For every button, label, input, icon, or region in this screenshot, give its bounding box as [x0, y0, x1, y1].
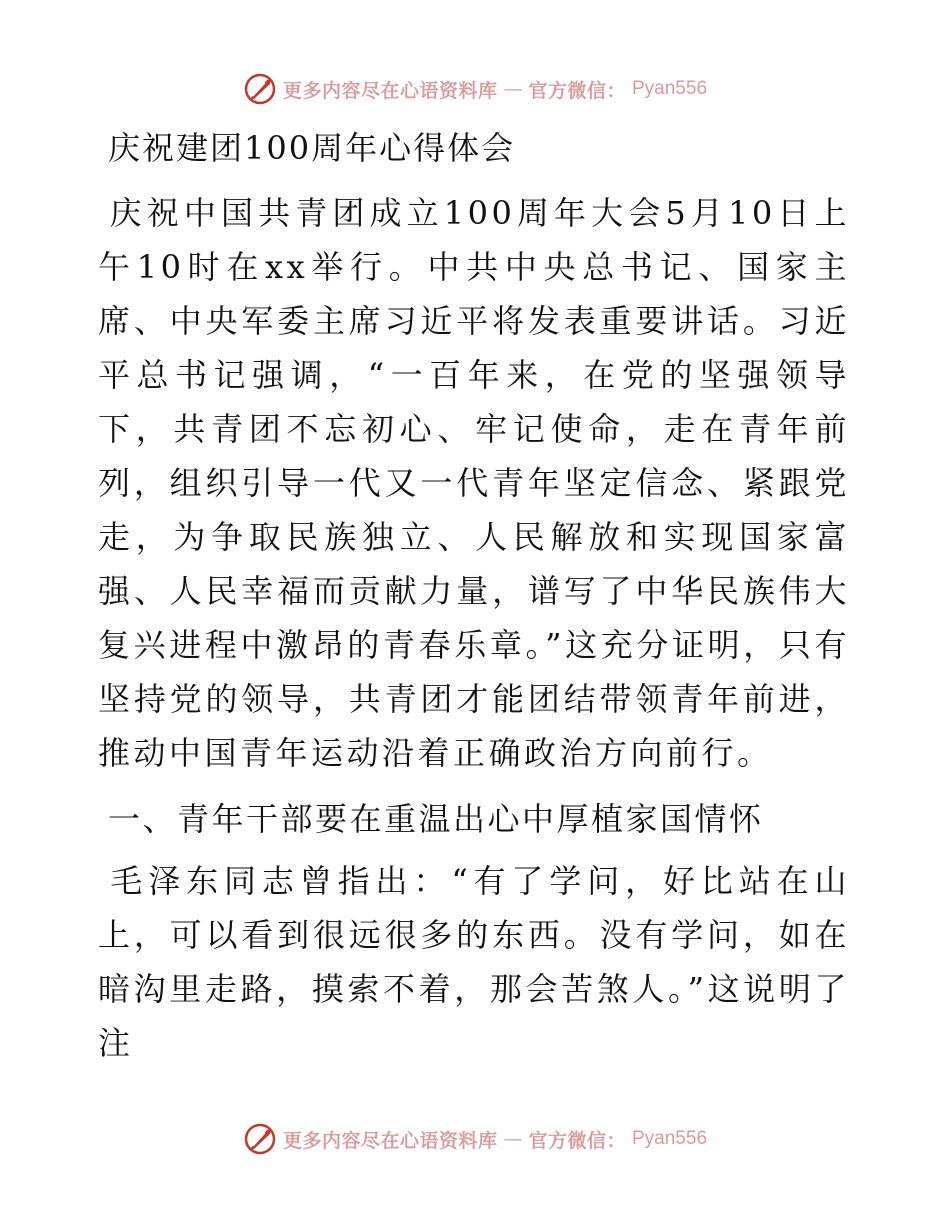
document-body	[98, 122, 850, 1070]
watermark-handle: Pyan556	[632, 78, 708, 99]
watermark-separator: —	[503, 78, 523, 100]
watermark-handle: Pyan556	[632, 1128, 708, 1149]
feather-pen-circle-icon	[243, 1122, 277, 1156]
watermark-text: 更多内容尽在心语资料库	[282, 79, 498, 102]
watermark-banner-top	[0, 72, 950, 106]
watermark-suffix: 官方微信：	[528, 79, 626, 102]
watermark-suffix: 官方微信：	[528, 1129, 626, 1152]
section-heading-1: 一、青年干部要在重温出心中厚植家国情怀	[108, 800, 764, 838]
watermark-text: 更多内容尽在心语资料库	[282, 1129, 498, 1152]
paragraph-mao-quote	[98, 854, 850, 1070]
watermark-banner-bottom	[0, 1122, 950, 1156]
feather-pen-circle-icon	[243, 72, 277, 106]
paragraph-intro-text: 庆祝中国共青团成立100周年大会5月10日上午10时在xx举行。中共中央总书记、国家主席、中央军委主席习近平将发表重要讲话。习近平总书记强调，“一百年来，在党的坚强领导下，共青团不忘初心、牢记使命，走在青年前列，组织引导一代又一代青年坚定信念、紧跟党走，为争取民族独立、人民解放和实现国家富强、人民幸福而贡献力量，谱写了中华民族伟大复兴进程中激昂的青春乐章。”这充分证明，只有坚持党的领导，共青团才能团结带领青年前进，推动中国青年运动沿着正确政治方向前行。	[98, 194, 850, 772]
paragraph-mao-quote-text: 毛泽东同志曾指出：“有了学问，好比站在山上，可以看到很远很多的东西。没有学问，如在暗沟里走路，摸索不着，那会苦煞人。”这说明了注	[98, 862, 850, 1062]
paragraph-intro	[98, 186, 850, 780]
document-title: 庆祝建团100周年心得体会	[108, 129, 516, 167]
watermark-separator: —	[503, 1128, 523, 1150]
